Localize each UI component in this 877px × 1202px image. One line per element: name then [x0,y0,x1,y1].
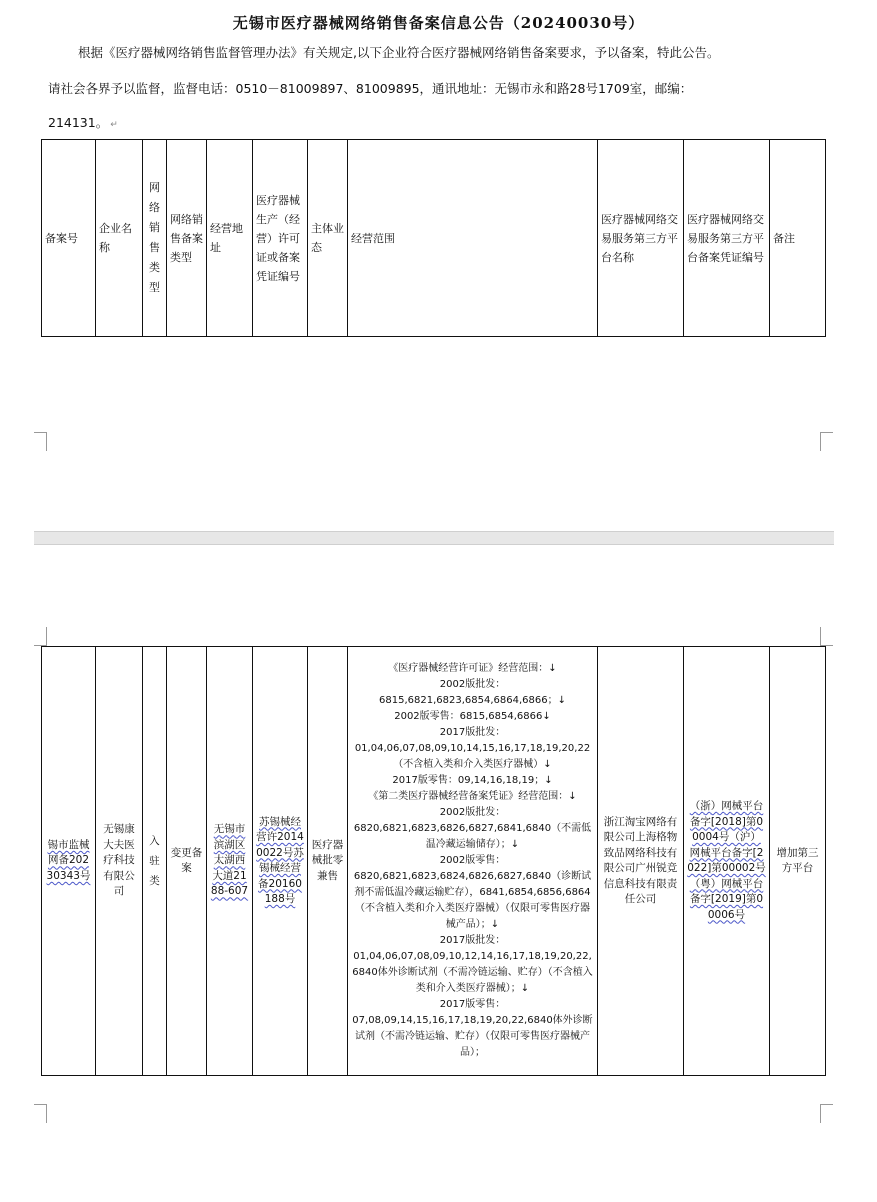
cell-filing-no: 锡市监械网备20230343号 [42,647,96,1076]
header-address: 经营地址 [207,140,253,337]
notice-paragraph-3 [48,114,118,134]
cell-sales-type: 入驻类 [143,647,167,1076]
paragraph-mark: ↵ [110,120,118,130]
notice-paragraph-1: 根据《医疗器械网络销售监督管理办法》有关规定,以下企业符合医疗器械网络销售备案要求，予以备案，特此公告。 [78,45,720,60]
header-company: 企业名称 [96,140,143,337]
header-business-form: 主体业态 [308,140,348,337]
scope-line: 2017版批发： [439,727,506,738]
scope-line: 6820,6821,6823,6826,6827,6841,6840（不需低温冷藏运输储存）；↓ [353,823,592,850]
page-corner-mark [34,432,47,451]
header-row [42,140,826,337]
table-row [42,647,826,1076]
header-platform-filing: 医疗器械网络交易服务第三方平台备案凭证编号 [684,140,770,337]
scope-line: 6815,6821,6823,6854,6864,6866；↓ [379,695,566,706]
header-sales-type: 网络销售类型 [143,140,167,337]
filing-table-body [41,646,826,1076]
scope-line: 07,08,09,14,15,16,17,18,19,20,22,6840体外诊断试剂（不需冷链运输、贮存）（仅限可零售医疗器械产品）； [352,1015,593,1058]
header-scope: 经营范围 [348,140,598,337]
header-platform-name: 医疗器械网络交易服务第三方平台名称 [598,140,684,337]
scope-line: 6820,6821,6823,6824,6826,6827,6840（诊断试剂不需低温冷藏运输贮存），6841,6854,6856,6864（不含植入类和介入类医疗器械）（仅限可零售医疗器械产品）；↓ [353,871,592,930]
cell-platforms: 浙江淘宝网络有限公司上海格物致品网络科技有限公司广州锐竞信息科技有限责任公司 [598,647,684,1076]
page-corner-mark [820,1104,833,1123]
header-filing-type: 网络销售备案类型 [167,140,207,337]
cell-scope [348,647,598,1076]
notice-title: 无锡市医疗器械网络销售备案信息公告（20240030号） [232,14,645,32]
page-corner-mark [820,432,833,451]
scope-line: 2002版批发： [439,679,506,690]
postcode-text: 214131。 [48,115,109,130]
header-filing-no: 备案号 [42,140,96,337]
scope-line: 2017版零售： [439,999,506,1010]
cell-license-no: 苏锡械经营许20140022号苏锡械经营备20160188号 [253,647,308,1076]
scope-line: 《第二类医疗器械经营备案凭证》经营范围：↓ [368,791,577,802]
filing-table-header [41,139,826,337]
scope-line: 01,04,06,07,08,09,10,14,15,16,17,18,19,20,22（不含植入类和介入类医疗器械）↓ [354,743,591,770]
cell-address: 无锡市滨湖区太湖西大道2188-607 [207,647,253,1076]
cell-business-form: 医疗器械批零兼售 [308,647,348,1076]
scope-line: 2002版零售： [439,855,506,866]
notice-paragraph-2: 请社会各界予以监督，监督电话：0510－81009897、81009895，通讯地址：无锡市永和路28号1709室，邮编： [48,81,693,96]
page-break-gap [34,531,834,545]
page-corner-mark [820,627,833,646]
scope-line: 2002版批发： [439,807,506,818]
page-corner-mark [34,627,47,646]
cell-remark: 增加第三方平台 [770,647,826,1076]
cell-filing-type: 变更备案 [167,647,207,1076]
page-corner-mark [34,1104,47,1123]
scope-line: 2017版零售：09,14,16,18,19；↓ [392,775,553,786]
header-license-no: 医疗器械生产（经营）许可证或备案凭证编号 [253,140,308,337]
scope-line: 01,04,06,07,08,09,10,12,14,16,17,18,19,20,22,6840体外诊断试剂（不需冷链运输、贮存）（不含植入类和介入类医疗器械）；↓ [352,951,593,994]
cell-company: 无锡康大夫医疗科技有限公司 [96,647,143,1076]
scope-line: 2017版批发： [439,935,506,946]
cell-platform-filings: （浙）网械平台备字[2018]第00004号（沪）网械平台备字[2022]第00002号（粤）网械平台备字[2019]第00006号 [684,647,770,1076]
header-remark: 备注 [770,140,826,337]
scope-line: 2002版零售：6815,6854,6866↓ [394,711,551,722]
scope-line: 《医疗器械经营许可证》经营范围：↓ [388,663,557,674]
